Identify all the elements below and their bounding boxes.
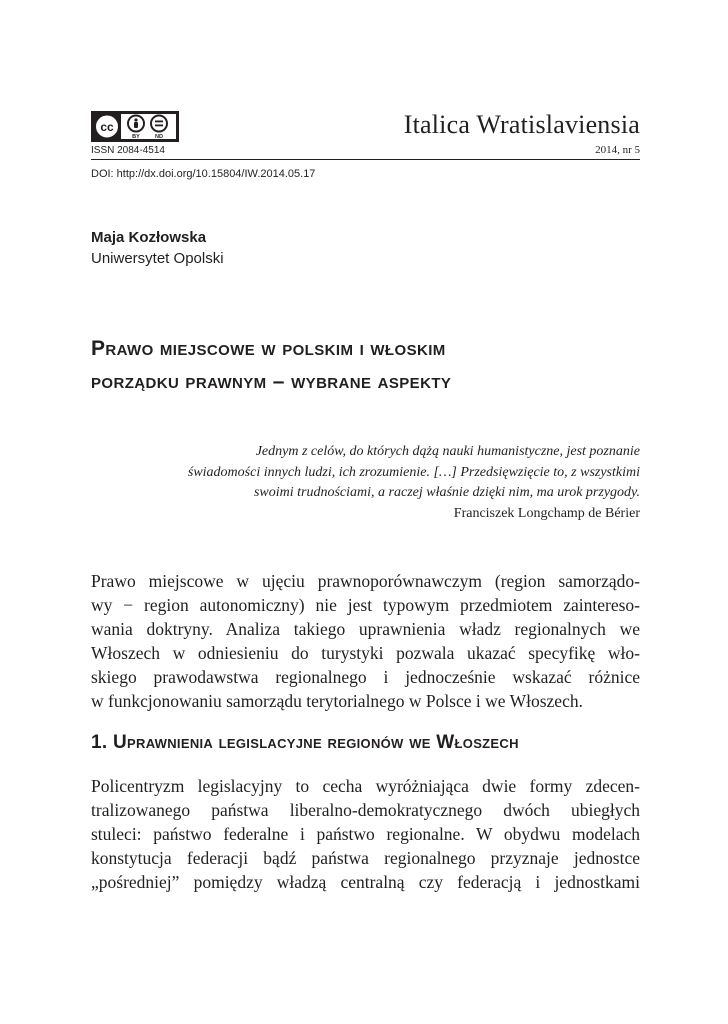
nd-label: ND	[155, 134, 163, 140]
by-icon	[128, 116, 144, 132]
epigraph-attribution: Franciszek Longchamp de Bérier	[453, 505, 640, 521]
author-name: Maja Kozłowska	[91, 229, 207, 246]
cc-license-badge[interactable]	[91, 111, 179, 142]
by-label: BY	[132, 134, 140, 140]
epigraph-line: swoimi trudnościami, a raczej właśnie dzięki nim, ma urok przygody.	[253, 485, 640, 500]
article-title	[91, 332, 651, 398]
text-line: Prawo miejscowe w ujęciu prawnoporównawczym (region samorządo-	[91, 571, 640, 591]
author-affiliation: Uniwersytet Opolski	[91, 250, 224, 267]
text-line: stuleci: państwo federalne i państwo regionalne. W obydwu modelach	[91, 824, 640, 844]
text-line: Policentryzm legislacyjny to cecha wyróżniająca dwie formy zdecen-	[91, 776, 640, 796]
intro-paragraph	[91, 569, 640, 713]
issue-info: 2014, nr 5	[595, 144, 640, 156]
text-line: skiego prawodawstwa regionalnego i jednocześnie wskazać różnice	[91, 667, 640, 687]
epigraph-line: świadomości innych ludzi, ich zrozumienie. […] Przedsięwzięcie to, z wszystkimi	[187, 464, 640, 480]
text-line: tralizowanego państwa liberalno-demokratycznego dwóch ubiegłych	[91, 800, 640, 820]
text-line: w funkcjonowaniu samorządu terytorialnego w Polsce i we Włoszech.	[91, 691, 583, 711]
section-heading: 1. Uprawnienia legislacyjne regionów we Włoszech	[91, 732, 519, 753]
section-paragraph	[91, 774, 640, 894]
epigraph-line: Jednym z celów, do których dążą nauki humanistyczne, jest poznanie	[255, 444, 640, 459]
title-line: porządku prawnym – wybrane aspekty	[91, 370, 452, 393]
text-line: Włoszech w odniesieniu do turystyki pozwala ukazać specyfikę wło-	[91, 643, 640, 663]
journal-title: Italica Wratislaviensia	[403, 110, 640, 139]
issn: ISSN 2084-4514	[91, 145, 165, 156]
text-line: „pośredniej” pomiędzy władzą centralną czy federacją i jednostkami	[91, 872, 640, 892]
epigraph	[120, 442, 640, 524]
title-line: Prawo miejscowe w polskim i włoskim	[91, 337, 446, 360]
cc-icon	[95, 115, 119, 139]
text-line: konstytucja federacji bądź państwa regionalnego przyznaje jednostce	[91, 848, 640, 868]
doi-link[interactable]: DOI: http://dx.doi.org/10.15804/IW.2014.05.17	[91, 168, 316, 180]
text-line: wy − region autonomiczny) nie jest typowym przedmiotem zaintereso-	[91, 595, 640, 615]
svg-text:cc: cc	[100, 120, 114, 134]
text-line: wania doktryny. Analiza takiego uprawnienia władz regionalnych we	[91, 619, 640, 639]
header-rule	[91, 159, 640, 160]
nd-icon	[151, 116, 167, 132]
